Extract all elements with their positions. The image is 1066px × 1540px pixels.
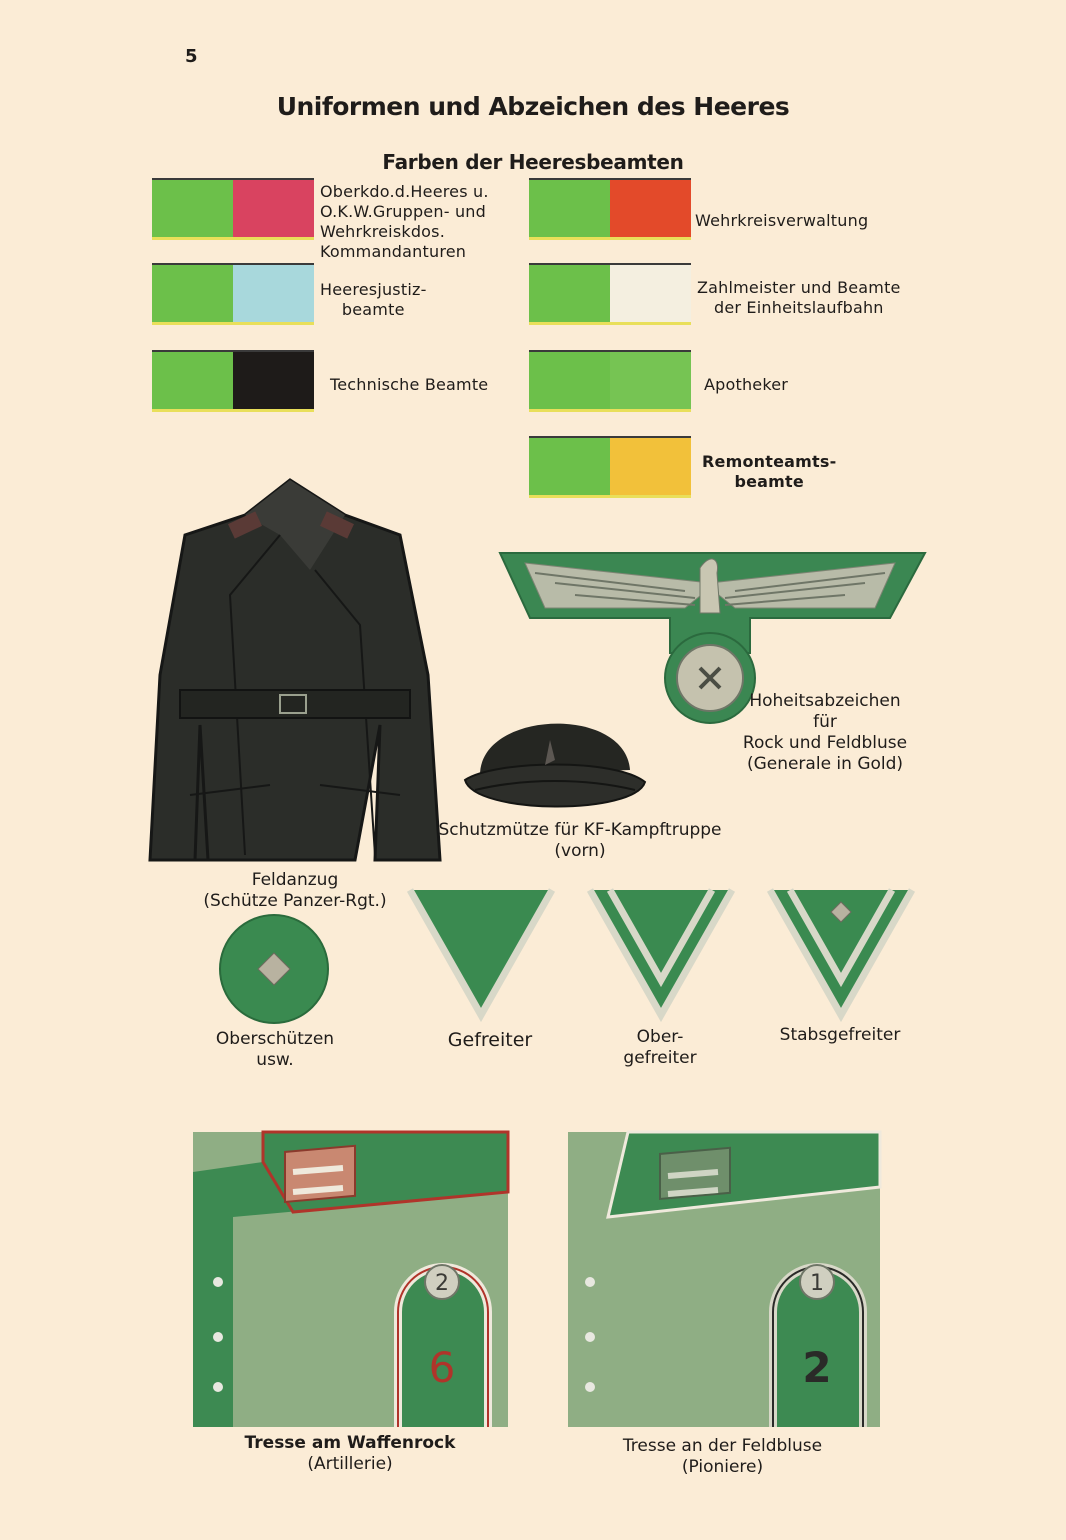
colors-section-heading: Farben der Heeresbeamten [382, 150, 684, 174]
caption-line: für [813, 712, 837, 732]
obergefreiter-chevron-insignia [590, 890, 732, 1015]
shoulder-number-bottom: 6 [428, 1343, 456, 1392]
swatch-base-color [152, 352, 233, 409]
tunic-caption-waffenrock [220, 1433, 480, 1475]
shoulder-number-top: 1 [810, 1271, 824, 1296]
color-swatch-justiz [152, 263, 314, 325]
caption-line: (Pioniere) [681, 1457, 764, 1477]
label-line: Kommandanturen [320, 242, 467, 261]
caption-line: Oberschützen [215, 1029, 335, 1049]
swatch-secondary-color [233, 265, 314, 322]
label-line: Oberkdo.d.Heeres u. [320, 182, 489, 201]
color-swatch-remonte [529, 436, 691, 498]
swatch-base-color [529, 180, 610, 237]
jacket-caption [190, 870, 400, 912]
feldbluse-collar-illustration [568, 1132, 880, 1427]
color-swatch-zahlmeister [529, 263, 691, 325]
label-line: Technische Beamte [330, 375, 489, 394]
shoulder-number-top: 2 [435, 1271, 449, 1296]
label-line: der Einheitslaufbahn [713, 298, 884, 317]
rank-caption-oberschuetzen [190, 1029, 360, 1071]
swatch-label-zahlmeister [697, 278, 901, 318]
swatch-base-color [152, 265, 233, 322]
swatch-label-apotheker [704, 375, 788, 395]
label-line: Wehrkreiskdos. [320, 222, 445, 241]
rank-caption-stabsgefreiter [760, 1025, 920, 1046]
swatch-label-technische [330, 375, 488, 395]
swatch-label-justiz [320, 280, 427, 320]
swatch-secondary-color [610, 265, 691, 322]
label-line: Apotheker [704, 375, 789, 394]
caption-line: (Generale in Gold) [746, 754, 904, 774]
label-line: Zahlmeister und Beamte [697, 278, 901, 297]
swatch-base-color [529, 352, 610, 409]
caption-line: Schutzmütze für KF-Kampftruppe [438, 820, 722, 840]
caption-line: Stabsgefreiter [779, 1025, 901, 1045]
label-line: beamte [341, 300, 405, 319]
stabsgefreiter-chevron-insignia [770, 890, 912, 1015]
rank-caption-gefreiter [410, 1030, 570, 1051]
eagle-caption [725, 691, 925, 775]
caption-line: (Artillerie) [307, 1454, 393, 1474]
swatch-secondary-color [610, 438, 691, 495]
waffenrock-collar-illustration [193, 1132, 508, 1427]
swatch-secondary-color [610, 180, 691, 237]
label-line: Remonteamts- [702, 452, 837, 471]
label-line: O.K.W.Gruppen- und [320, 202, 486, 221]
caption-line: Tresse an der Feldbluse [622, 1436, 823, 1456]
shoulder-number-bottom: 2 [802, 1343, 832, 1392]
color-swatch-apotheker [529, 350, 691, 412]
label-line: Wehrkreisverwaltung [695, 211, 869, 230]
caption-line: Rock und Feldbluse [742, 733, 908, 753]
color-swatch-wehrkreis [529, 178, 691, 240]
caption-line: Feldanzug [251, 870, 339, 890]
rank-caption-obergefreiter [590, 1027, 730, 1069]
caption-line: usw. [256, 1050, 294, 1070]
cap-caption [420, 820, 740, 862]
page-number: 5 [185, 46, 198, 67]
label-line: beamte [734, 472, 804, 491]
caption-line: gefreiter [623, 1048, 697, 1068]
caption-line: Gefreiter [447, 1029, 533, 1051]
tunic-caption-feldbluse [590, 1436, 855, 1478]
oberschuetzen-star-insignia [218, 913, 330, 1025]
swatch-label-remonte [702, 452, 836, 492]
caption-line: Hoheitsabzeichen [749, 691, 901, 711]
page-title: Uniformen und Abzeichen des Heeres [276, 92, 790, 121]
caption-line: (Schütze Panzer-Rgt.) [203, 891, 387, 911]
swatch-secondary-color [233, 180, 314, 237]
swatch-base-color [529, 438, 610, 495]
gefreiter-chevron-insignia [410, 890, 552, 1015]
swatch-base-color [529, 265, 610, 322]
label-line: Heeresjustiz- [320, 280, 427, 299]
swatch-label-okh [320, 182, 489, 262]
swatch-label-wehrkreis [695, 211, 868, 231]
caption-line: Tresse am Waffenrock [244, 1433, 456, 1453]
caption-line: (vorn) [554, 841, 606, 861]
swatch-base-color [152, 180, 233, 237]
swatch-secondary-color [610, 352, 691, 409]
panzer-jacket-illustration [150, 475, 440, 865]
color-swatch-okh [152, 178, 314, 240]
swatch-secondary-color [233, 352, 314, 409]
color-swatch-technische [152, 350, 314, 412]
caption-line: Ober- [636, 1027, 684, 1047]
